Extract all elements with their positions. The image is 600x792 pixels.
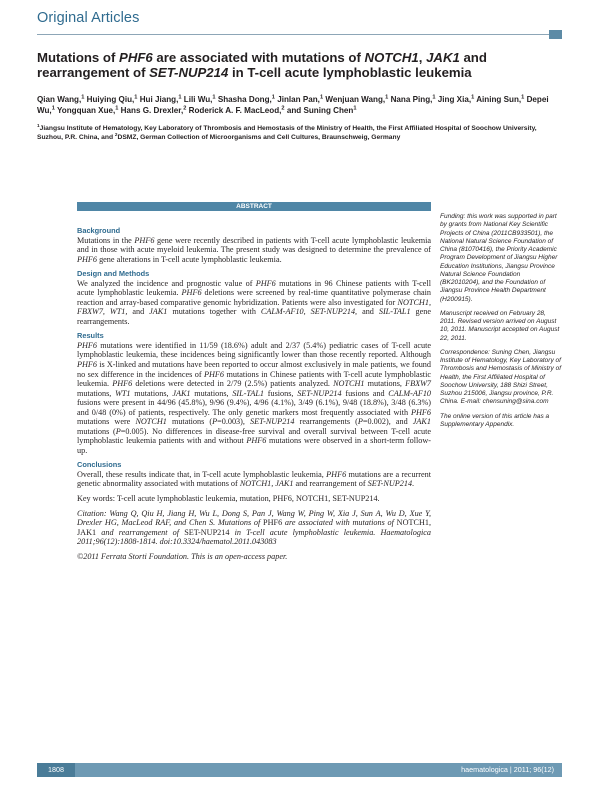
author-name: Hans G. Drexler, [120, 106, 184, 116]
author-affiliation-mark: 1 [385, 94, 389, 101]
manuscript-dates: Manuscript received on February 28, 2011. Revised version arrived on August 10, 2011. Manuscript accepted on August 22, 2011. [440, 309, 560, 342]
journal-info: haematologica | 2011; 96(12) [461, 765, 554, 774]
author-name: Depei Wu, [37, 95, 549, 116]
author-name: Yongquan Xue, [56, 106, 116, 116]
funding-note: Funding: this work was supported in part by grants from National Key Scientific Projects of China (2011CB933501), the National Natural Science Foundation of China (81070416), the Priority Academic Program Development of Jiangsu Higher Education Institutions, Jiangsu Province Natural Science Foundation (BK2010204), and the Foundation of Jiangsu Province Health Department (H200915). [440, 213, 558, 303]
author-name: Huiying Qiu, [86, 95, 135, 104]
author-name: Jing Xia, [437, 95, 472, 104]
author-affiliation-mark: 1 [432, 94, 436, 101]
author-name: Jinlan Pan, [277, 95, 320, 104]
page-number: 1808 [37, 763, 75, 777]
author-list [37, 94, 552, 117]
author-affiliation-mark: 1 [178, 94, 182, 101]
abstract-body [77, 226, 431, 561]
design-text: We analyzed the incidence and prognostic value of PHF6 mutations in 96 Chinese patients with T-cell acute lymphoblastic leukemia. PHF6 deletions were screened by real-time quantitative polymerase chain reaction and array-based comparative genomic hybridization. Patients were also investigated for NOTCH1, FBXW7, WT1, and JAK1 mutations together with CALM-AF10, SET-NUP214, and SIL-TAL1 gene rearrangements. [77, 278, 431, 326]
conclusions-text: Overall, these results indicate that, in T-cell acute lymphoblastic leukemia, PHF6 mutations are a recurrent genetic abnormality associated with mutations of NOTCH1, JAK1 and rearrangement of SET-NUP214. [77, 469, 431, 489]
author-name: Hui Jiang, [139, 95, 179, 104]
author-affiliation-mark: 2 [281, 105, 285, 112]
abstract-heading: ABSTRACT [77, 202, 431, 211]
article-title: Mutations of PHF6 are associated with mutations of NOTCH1, JAK1 and rearrangement of SET-NUP214 in T-cell acute lymphoblastic leukemia [37, 50, 487, 80]
conclusions-heading: Conclusions [77, 460, 122, 470]
author-name: and Suning Chen [286, 106, 354, 116]
author-affiliation-mark: 1 [319, 94, 324, 101]
author-name: Nana Ping, [390, 95, 433, 104]
author-affiliation-mark: 1 [271, 94, 275, 101]
keywords: Key words: T-cell acute lymphoblastic leukemia, mutation, PHF6, NOTCH1, SET-NUP214. [77, 494, 380, 504]
background-text: Mutations in the PHF6 gene were recently described in patients with T-cell acute lymphoblastic leukemia and in those with acute myeloid leukemia. The present study was designed to determine the prevalence of PHF6 gene alterations in T-cell acute lymphoblastic leukemia. [77, 235, 431, 264]
author-affiliation-mark: 1 [212, 94, 216, 101]
copyright: ©2011 Ferrata Storti Foundation. This is an open-access paper. [77, 551, 288, 561]
sidebar-notes [440, 213, 562, 435]
section-label: Original Articles [37, 10, 140, 26]
affiliations: $^1$Jiangsu Institute of Hematology, Key Laboratory of Thrombosis and Hemostasis of the Ministry of Health, the First Affiliated Hospital of Soochow University, Suzhou, P.R. China, and $^2$DSMZ, German Collection of Microorganisms and Cell Cultures, Braunschweig, Germany [37, 122, 537, 141]
author-affiliation-mark: 2 [183, 105, 187, 112]
author-name: Wenjuan Wang, [325, 95, 386, 104]
header-rule [37, 34, 562, 35]
results-text: PHF6 mutations were identified in 11/59 (18.6%) adult and 2/37 (5.4%) pediatric cases of T-cell acute lymphoblastic leukemia, these incidences being significantly lower than those recently reported. Although PHF6 is X-linked and mutations have been reported to occur almost exclusively in male patients, we found no sex difference in the incidences of PHF6 mutations in Chinese patients with T-cell acute lymphoblastic leukemia. PHF6 deletions were detected in 2/79 (2.5%) patients analyzed. NOTCH1 mutations, FBXW7 mutations, WT1 mutations, JAK1 mutations, SIL-TAL1 fusions, SET-NUP214 fusions and CALM-AF10 fusions were present in 44/96 (45.8%), 9/96 (9.4%), 4/96 (4.1%), 3/49 (6.1%), 9/48 (18.8%), 3/48 (6.3%) and 0/48 (0%) of patients, respectively. The only genetic markers most frequently associated with PHF6 mutations were NOTCH1 mutations (P=0.003), SET-NUP214 rearrangements (P=0.002), and JAK1 mutations (P=0.005). No differences in disease-free survival and overall survival between T-cell acute lymphoblastic leukemia patients with and without PHF6 mutations were observed in a short-term follow-up. [77, 340, 432, 455]
correspondence: Correspondence: Suning Chen, Jiangsu Institute of Hematology, Key Laboratory of Thrombosis and Hemostasis of Ministry of Health, the First Affiliated Hospital of Soochow University, 188 Shizi Street, Suzhou 215006, Jiangsu province, P.R. China. E-mail: chensuning@sina.com [440, 348, 562, 406]
author-affiliation-mark: 1 [81, 94, 85, 101]
author-name: Qian Wang, [37, 95, 82, 104]
citation: Citation: Wang Q, Qiu H, Jiang H, Wu L, Dong S, Pan J, Wang W, Ping W, Xia J, Sun A, Wu D, Xue Y, Drexler HG, MacLeod RAF, and Chen S. Mutations of PHF6 are associated with mutations of NOTCH1, JAK1 and rearrangement of SET-NUP214 in T-cell acute lymphoblastic leukemia. Haematologica 2011;96(12):1808-1814. doi:10.3324/haematol.2011.043083 [77, 508, 431, 547]
author-affiliation-mark: 1 [353, 105, 357, 112]
author-name: Shasha Dong, [217, 95, 272, 104]
footer-bar [37, 763, 562, 777]
design-heading: Design and Methods [77, 269, 150, 279]
author-name: Aining Sun, [476, 95, 522, 104]
author-affiliation-mark: 1 [51, 105, 55, 112]
results-heading: Results [77, 331, 104, 341]
author-affiliation-mark: 1 [521, 94, 525, 101]
author-affiliation-mark: 1 [115, 105, 119, 112]
background-heading: Background [77, 226, 121, 235]
author-affiliation-mark: 1 [471, 94, 475, 101]
header-accent-block [549, 30, 562, 39]
author-affiliation-mark: 1 [134, 94, 138, 101]
author-name: Lili Wu, [183, 95, 213, 104]
supplementary-note: The online version of this article has a Supplementary Appendix. [440, 412, 550, 428]
author-name: Roderick A. F. MacLeod, [188, 106, 282, 116]
